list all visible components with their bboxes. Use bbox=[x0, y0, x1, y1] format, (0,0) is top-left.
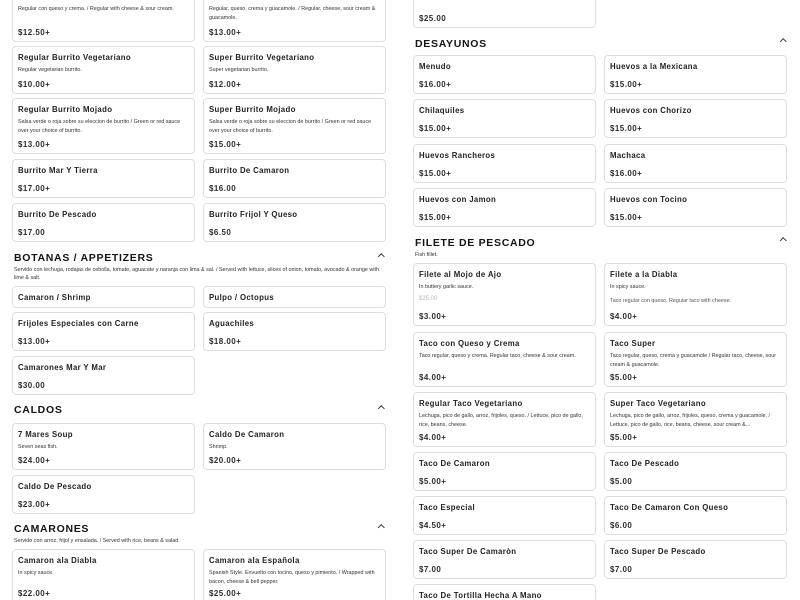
item-price: $7.00 bbox=[610, 565, 633, 574]
item-title: Taco De Camaron bbox=[419, 459, 490, 468]
chevron-up-icon[interactable] bbox=[377, 404, 387, 412]
item-price: $3.00+ bbox=[419, 312, 447, 321]
item-price: $5.00 bbox=[610, 477, 633, 486]
item-price: $15.00+ bbox=[209, 140, 242, 149]
menu-item-card[interactable] bbox=[12, 286, 195, 308]
menu-item-card[interactable] bbox=[604, 99, 787, 138]
chevron-up-icon[interactable] bbox=[779, 236, 789, 244]
menu-item-card[interactable] bbox=[604, 263, 787, 326]
item-title: Huevos con Tocino bbox=[610, 195, 688, 204]
item-price: $13.00+ bbox=[18, 140, 51, 149]
menu-item-card[interactable] bbox=[413, 188, 596, 227]
item-title: Taco Super De Camaròn bbox=[419, 547, 517, 556]
item-title: Camarones Mar Y Mar bbox=[18, 363, 107, 372]
item-description: In spicy sauce. bbox=[610, 284, 646, 290]
item-title: Caldo De Pescado bbox=[18, 482, 92, 491]
menu-item-card[interactable] bbox=[604, 188, 787, 227]
item-description: Shrimp. bbox=[209, 444, 228, 450]
section-description: Servido con arroz, frijol y ensalada. / Served with rice, beans & salad. bbox=[14, 538, 180, 544]
item-description: Regular con queso y crema. / Regular with cheese & sour cream. bbox=[18, 6, 174, 12]
item-price: $15.00+ bbox=[610, 213, 643, 222]
menu-item-card[interactable] bbox=[604, 55, 787, 94]
menu-item-card[interactable] bbox=[604, 496, 787, 535]
item-title: Aguachiles bbox=[209, 319, 255, 328]
menu-item-card[interactable] bbox=[203, 423, 386, 470]
menu-item-card[interactable] bbox=[413, 584, 596, 600]
item-description: Regular vegetarian burrito. bbox=[18, 67, 82, 73]
menu-item-card[interactable] bbox=[12, 203, 195, 242]
item-price: $23.00+ bbox=[18, 500, 51, 509]
menu-item-card[interactable] bbox=[12, 0, 195, 42]
menu-item-card[interactable] bbox=[604, 540, 787, 579]
menu-item-card[interactable] bbox=[12, 549, 195, 600]
item-title: Huevos con Jamon bbox=[419, 195, 497, 204]
menu-item-card[interactable] bbox=[413, 452, 596, 491]
item-price: $15.00+ bbox=[419, 169, 452, 178]
item-description: Regular, queso, crema y guacamole. / Regular, cheese, sour cream & guacamole. bbox=[209, 6, 376, 21]
menu-item-card[interactable] bbox=[12, 475, 195, 514]
item-description: Seven seas fish. bbox=[18, 444, 58, 450]
item-title: Regular Burrito Mojado bbox=[18, 105, 113, 114]
item-title: Menudo bbox=[419, 62, 451, 71]
item-price: $5.00+ bbox=[419, 477, 447, 486]
item-title: Taco De Camaron Con Queso bbox=[610, 503, 729, 512]
overlapped-text: Taco regular con queso. Regular taco with cheese. bbox=[610, 298, 732, 304]
item-title: Caldo De Camaron bbox=[209, 430, 285, 439]
section-title-filete: FILETE DE PESCADO bbox=[415, 237, 536, 249]
item-price: $18.00+ bbox=[209, 337, 242, 346]
item-price: $5.00+ bbox=[610, 433, 638, 442]
overlapped-text: $25.00 bbox=[419, 296, 438, 302]
item-description: Spanish Style. Envuelto con tocino, queso y pimiento. / Wrapped with bacon, cheese & bell pepper. bbox=[209, 570, 375, 585]
item-title: Super Burrito Vegetariano bbox=[209, 53, 315, 62]
item-description: Salsa verde o roja sobre su eleccion de burrito / Green or red sauce over your choice of burrito. bbox=[209, 119, 372, 134]
item-title: Regular Burrito Vegetariano bbox=[18, 53, 131, 62]
item-price: $15.00+ bbox=[610, 80, 643, 89]
item-title: Burrito Frijol Y Queso bbox=[209, 210, 298, 219]
item-price: $15.00+ bbox=[610, 124, 643, 133]
menu-item-card[interactable] bbox=[203, 549, 386, 600]
menu-item-card[interactable] bbox=[203, 312, 386, 351]
item-title: Huevos con Chorizo bbox=[610, 106, 692, 115]
menu-item-card[interactable] bbox=[413, 263, 596, 326]
item-price: $13.00+ bbox=[18, 337, 51, 346]
menu-item-card[interactable] bbox=[12, 312, 195, 351]
menu-item-card[interactable] bbox=[203, 98, 386, 154]
item-price: $24.00+ bbox=[18, 456, 51, 465]
menu-item-card[interactable] bbox=[413, 0, 596, 28]
item-title: Filete a la Diabla bbox=[610, 270, 678, 279]
item-price: $25.00+ bbox=[209, 589, 242, 598]
item-description: Super vegetarian burrito. bbox=[209, 67, 269, 73]
item-title: Taco De Pescado bbox=[610, 459, 680, 468]
menu-item-card[interactable] bbox=[604, 332, 787, 387]
menu-item-card[interactable] bbox=[12, 159, 195, 198]
item-title: Machaca bbox=[610, 151, 646, 160]
item-price: $15.00+ bbox=[419, 213, 452, 222]
menu-item-card[interactable] bbox=[413, 392, 596, 447]
chevron-up-icon[interactable] bbox=[377, 523, 387, 531]
item-price: $16.00 bbox=[209, 184, 237, 193]
item-title: Super Burrito Mojado bbox=[209, 105, 296, 114]
item-description: Taco regular, queso, crema y guacamole / Regular taco, cheese, sour cream & guacamole. bbox=[610, 353, 777, 368]
item-price: $20.00+ bbox=[209, 456, 242, 465]
item-title: Burrito Mar Y Tierra bbox=[18, 166, 98, 175]
item-title: Filete al Mojo de Ajo bbox=[419, 270, 502, 279]
item-price: $16.00+ bbox=[419, 80, 452, 89]
menu-item-card[interactable] bbox=[604, 144, 787, 183]
item-description: In buttery garlic sauce. bbox=[419, 284, 474, 290]
menu-item-card[interactable] bbox=[203, 159, 386, 198]
menu-item-card[interactable] bbox=[12, 356, 195, 395]
item-title: Taco Super bbox=[610, 339, 656, 348]
section-title-desayunos: DESAYUNOS bbox=[415, 38, 487, 50]
menu-item-card[interactable] bbox=[203, 46, 386, 94]
section-title-caldos: CALDOS bbox=[14, 404, 63, 416]
item-price: $13.00+ bbox=[209, 28, 242, 37]
menu-item-card[interactable] bbox=[604, 452, 787, 491]
menu-item-card[interactable] bbox=[604, 392, 787, 447]
menu-item-card[interactable] bbox=[413, 540, 596, 579]
item-price: $5.00+ bbox=[610, 373, 638, 382]
menu-item-card[interactable] bbox=[413, 144, 596, 183]
item-description: In spicy sauce. bbox=[18, 570, 54, 576]
item-price: $15.00+ bbox=[419, 124, 452, 133]
chevron-up-icon[interactable] bbox=[377, 252, 387, 260]
item-price: $7.00 bbox=[419, 565, 442, 574]
item-price: $4.00+ bbox=[419, 373, 447, 382]
item-title: Camaron / Shrimp bbox=[18, 293, 91, 302]
item-price: $6.00 bbox=[610, 521, 633, 530]
item-title: Taco De Tortilla Hecha A Mano bbox=[419, 591, 542, 600]
section-title-botanas: BOTANAS / APPETIZERS bbox=[14, 252, 154, 264]
item-title: 7 Mares Soup bbox=[18, 430, 73, 439]
item-title: Burrito De Camaron bbox=[209, 166, 290, 175]
item-title: Huevos Rancheros bbox=[419, 151, 496, 160]
item-description: Lechuga, pico de gallo, arroz, frijoles, queso, crema y guacamole. / Lettuce, pico de gallo, rice, beans, cheese, sour cream &... bbox=[610, 413, 771, 428]
item-title: Frijoles Especiales con Carne bbox=[18, 319, 139, 328]
menu-item-card[interactable] bbox=[203, 286, 386, 308]
item-title: Huevos a la Mexicana bbox=[610, 62, 698, 71]
item-title: Chilaquiles bbox=[419, 106, 465, 115]
item-price: $17.00+ bbox=[18, 184, 51, 193]
menu-item-card[interactable] bbox=[413, 496, 596, 535]
menu-item-card[interactable] bbox=[203, 0, 386, 42]
item-price: $4.50+ bbox=[419, 521, 447, 530]
item-price: $4.00+ bbox=[419, 433, 447, 442]
section-description: Servido con lechuga, rodajas de cebolla, tomate, aguacate y naranja con lima & sal. / Served with lettuce, slices of onion, tomato, avocado & orange with lime & salt. bbox=[14, 267, 379, 281]
item-title: Taco Especial bbox=[419, 503, 475, 512]
item-title: Regular Taco Vegetariano bbox=[419, 399, 523, 408]
item-title: Pulpo / Octopus bbox=[209, 293, 275, 302]
item-title: Taco Super De Pescado bbox=[610, 547, 706, 556]
chevron-up-icon[interactable] bbox=[779, 37, 789, 45]
section-title-camarones: CAMARONES bbox=[14, 523, 90, 535]
item-price: $25.00 bbox=[419, 14, 447, 23]
menu-item-card[interactable] bbox=[12, 46, 195, 94]
item-title: Super Taco Vegetariano bbox=[610, 399, 706, 408]
item-title: Taco con Queso y Crema bbox=[419, 339, 520, 348]
item-price: $17.00 bbox=[18, 228, 46, 237]
item-description: Taco regular, queso y crema. Regular taco, cheese & sour cream. bbox=[419, 353, 576, 359]
item-description: Lechuga, pico de gallo, arroz, frijoles, queso. / Lettuce, pico de gallo, rice, beans, cheese. bbox=[419, 413, 583, 428]
item-price: $16.00+ bbox=[610, 169, 643, 178]
item-price: $12.50+ bbox=[18, 28, 51, 37]
item-price: $4.00+ bbox=[610, 312, 638, 321]
menu-item-card[interactable] bbox=[12, 423, 195, 470]
item-title: Camaron ala Española bbox=[209, 556, 300, 565]
item-price: $30.00 bbox=[18, 381, 46, 390]
item-title: Camaron ala Diabla bbox=[18, 556, 97, 565]
item-title: Burrito De Pescado bbox=[18, 210, 97, 219]
item-price: $12.00+ bbox=[209, 80, 242, 89]
section-description: Fish fillet. bbox=[415, 252, 438, 258]
menu-item-card[interactable] bbox=[203, 203, 386, 242]
menu-item-card[interactable] bbox=[413, 99, 596, 138]
menu-item-card[interactable] bbox=[12, 98, 195, 154]
menu-item-card[interactable] bbox=[413, 332, 596, 387]
item-description: Salsa verde o roja sobre su eleccion de burrito / Green or red sauce over your choice of burrito. bbox=[18, 119, 181, 134]
item-price: $22.00+ bbox=[18, 589, 51, 598]
menu-item-card[interactable] bbox=[413, 55, 596, 94]
item-price: $10.00+ bbox=[18, 80, 51, 89]
item-price: $6.50 bbox=[209, 228, 232, 237]
